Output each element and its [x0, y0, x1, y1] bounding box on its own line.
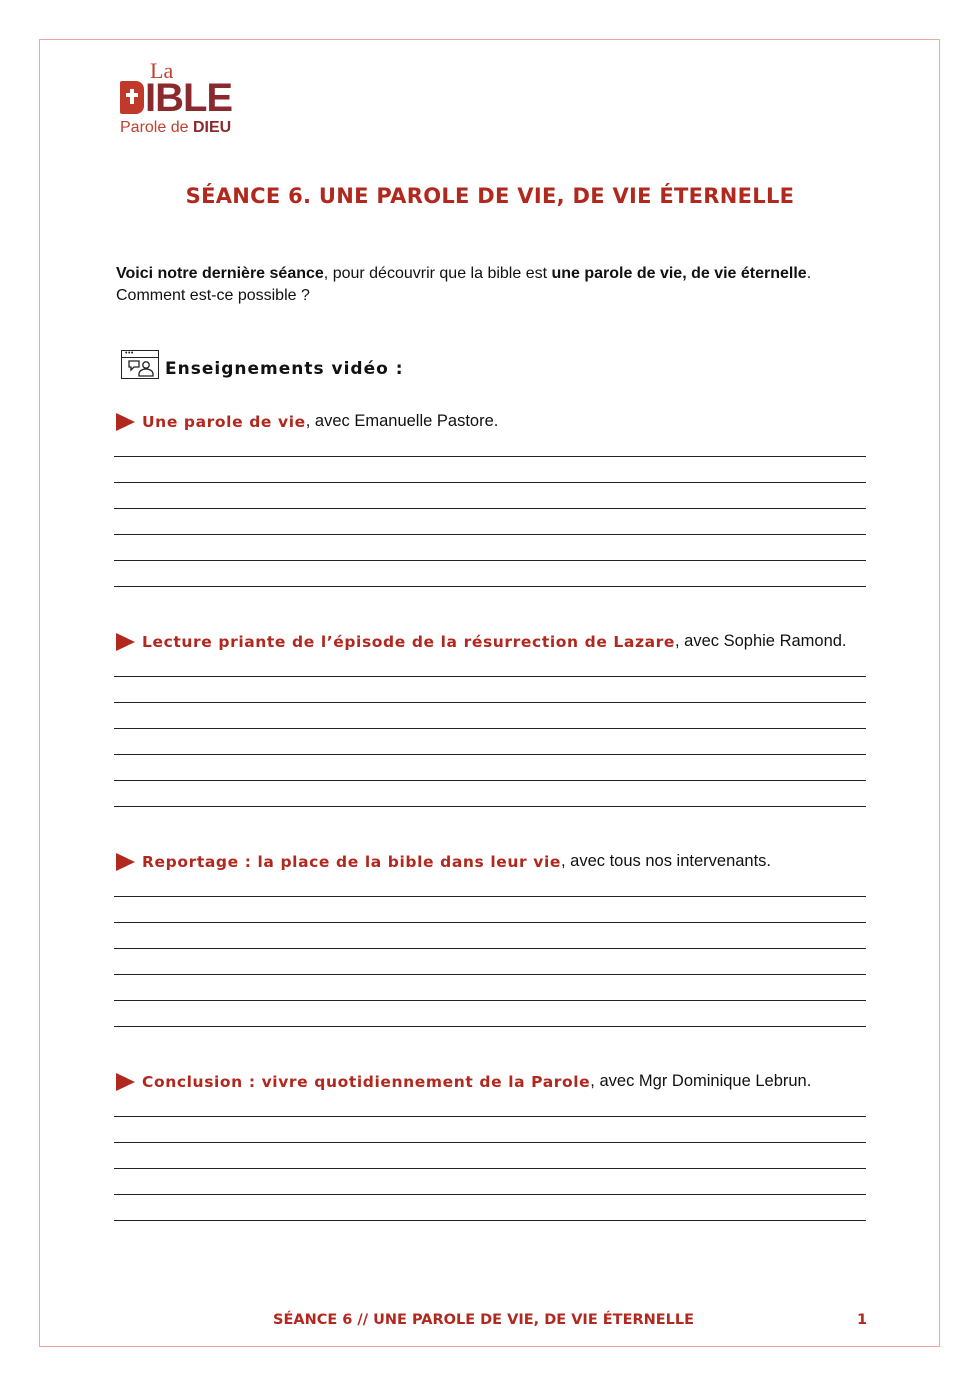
- writing-line: [114, 676, 866, 677]
- intro-text-1: , pour découvrir que la bible est: [323, 265, 552, 282]
- section-highlight: Une parole de vie: [142, 412, 306, 431]
- play-arrow-icon: [116, 413, 135, 431]
- section-highlight: Lecture priante de l’épisode de la résurrection de Lazare: [142, 632, 675, 651]
- writing-line: [114, 586, 866, 587]
- writing-line: [114, 728, 866, 729]
- page-frame: [39, 39, 940, 1347]
- section-highlight: Reportage : la place de la bible dans leur vie: [142, 852, 561, 871]
- section-heading-4: [116, 1072, 811, 1091]
- intro-text-2: . Comment est-ce possible ?: [116, 265, 812, 304]
- writing-line: [114, 560, 866, 561]
- play-arrow-icon: [116, 853, 135, 871]
- logo: [118, 60, 253, 140]
- writing-line: [114, 1168, 866, 1169]
- intro-bold-2: une parole de vie, de vie éternelle: [551, 265, 807, 282]
- section-speaker: , avec Sophie Ramond.: [675, 632, 847, 650]
- writing-line: [114, 1142, 866, 1143]
- video-section-title: Enseignements vidéo :: [165, 359, 404, 379]
- writing-line: [114, 702, 866, 703]
- intro-paragraph: [116, 263, 836, 307]
- writing-line: [114, 922, 866, 923]
- section-speaker: , avec tous nos intervenants.: [560, 852, 772, 870]
- writing-line: [114, 508, 866, 509]
- writing-line: [114, 534, 866, 535]
- section-heading-2: [116, 632, 847, 651]
- writing-line: [114, 1000, 866, 1001]
- logo-parole: [120, 119, 231, 137]
- writing-line: [114, 754, 866, 755]
- logo-dieu: DIEU: [192, 119, 232, 136]
- writing-line: [114, 482, 866, 483]
- play-arrow-icon: [116, 1073, 135, 1091]
- writing-line: [114, 1026, 866, 1027]
- logo-la: La: [150, 58, 174, 83]
- logo-parole-text: Parole de: [120, 119, 189, 136]
- section-heading-1: [116, 412, 498, 431]
- writing-line: [114, 806, 866, 807]
- play-arrow-icon: [116, 633, 135, 651]
- writing-line: [114, 948, 866, 949]
- section-speaker: , avec Mgr Dominique Lebrun.: [590, 1072, 812, 1090]
- writing-line: [114, 1220, 866, 1221]
- video-section-header: [121, 349, 404, 379]
- page-number: 1: [857, 1312, 868, 1328]
- section-highlight: Conclusion : vivre quotidiennement de la Parole: [142, 1072, 591, 1091]
- cross-icon: [120, 81, 144, 114]
- section-heading-3: [116, 852, 771, 871]
- footer-title: SÉANCE 6 // UNE PAROLE DE VIE, DE VIE ÉTERNELLE: [273, 1312, 695, 1328]
- writing-line: [114, 896, 866, 897]
- section-speaker: , avec Emanuelle Pastore.: [305, 412, 499, 430]
- video-teaching-icon: •••: [121, 350, 159, 379]
- page-title: SÉANCE 6. UNE PAROLE DE VIE, DE VIE ÉTERNELLE: [185, 184, 795, 208]
- logo-bible: IBLE: [145, 76, 233, 120]
- writing-line: [114, 1194, 866, 1195]
- writing-line: [114, 456, 866, 457]
- intro-bold-1: Voici notre dernière séance: [116, 265, 324, 282]
- writing-line: [114, 974, 866, 975]
- writing-line: [114, 780, 866, 781]
- writing-line: [114, 1116, 866, 1117]
